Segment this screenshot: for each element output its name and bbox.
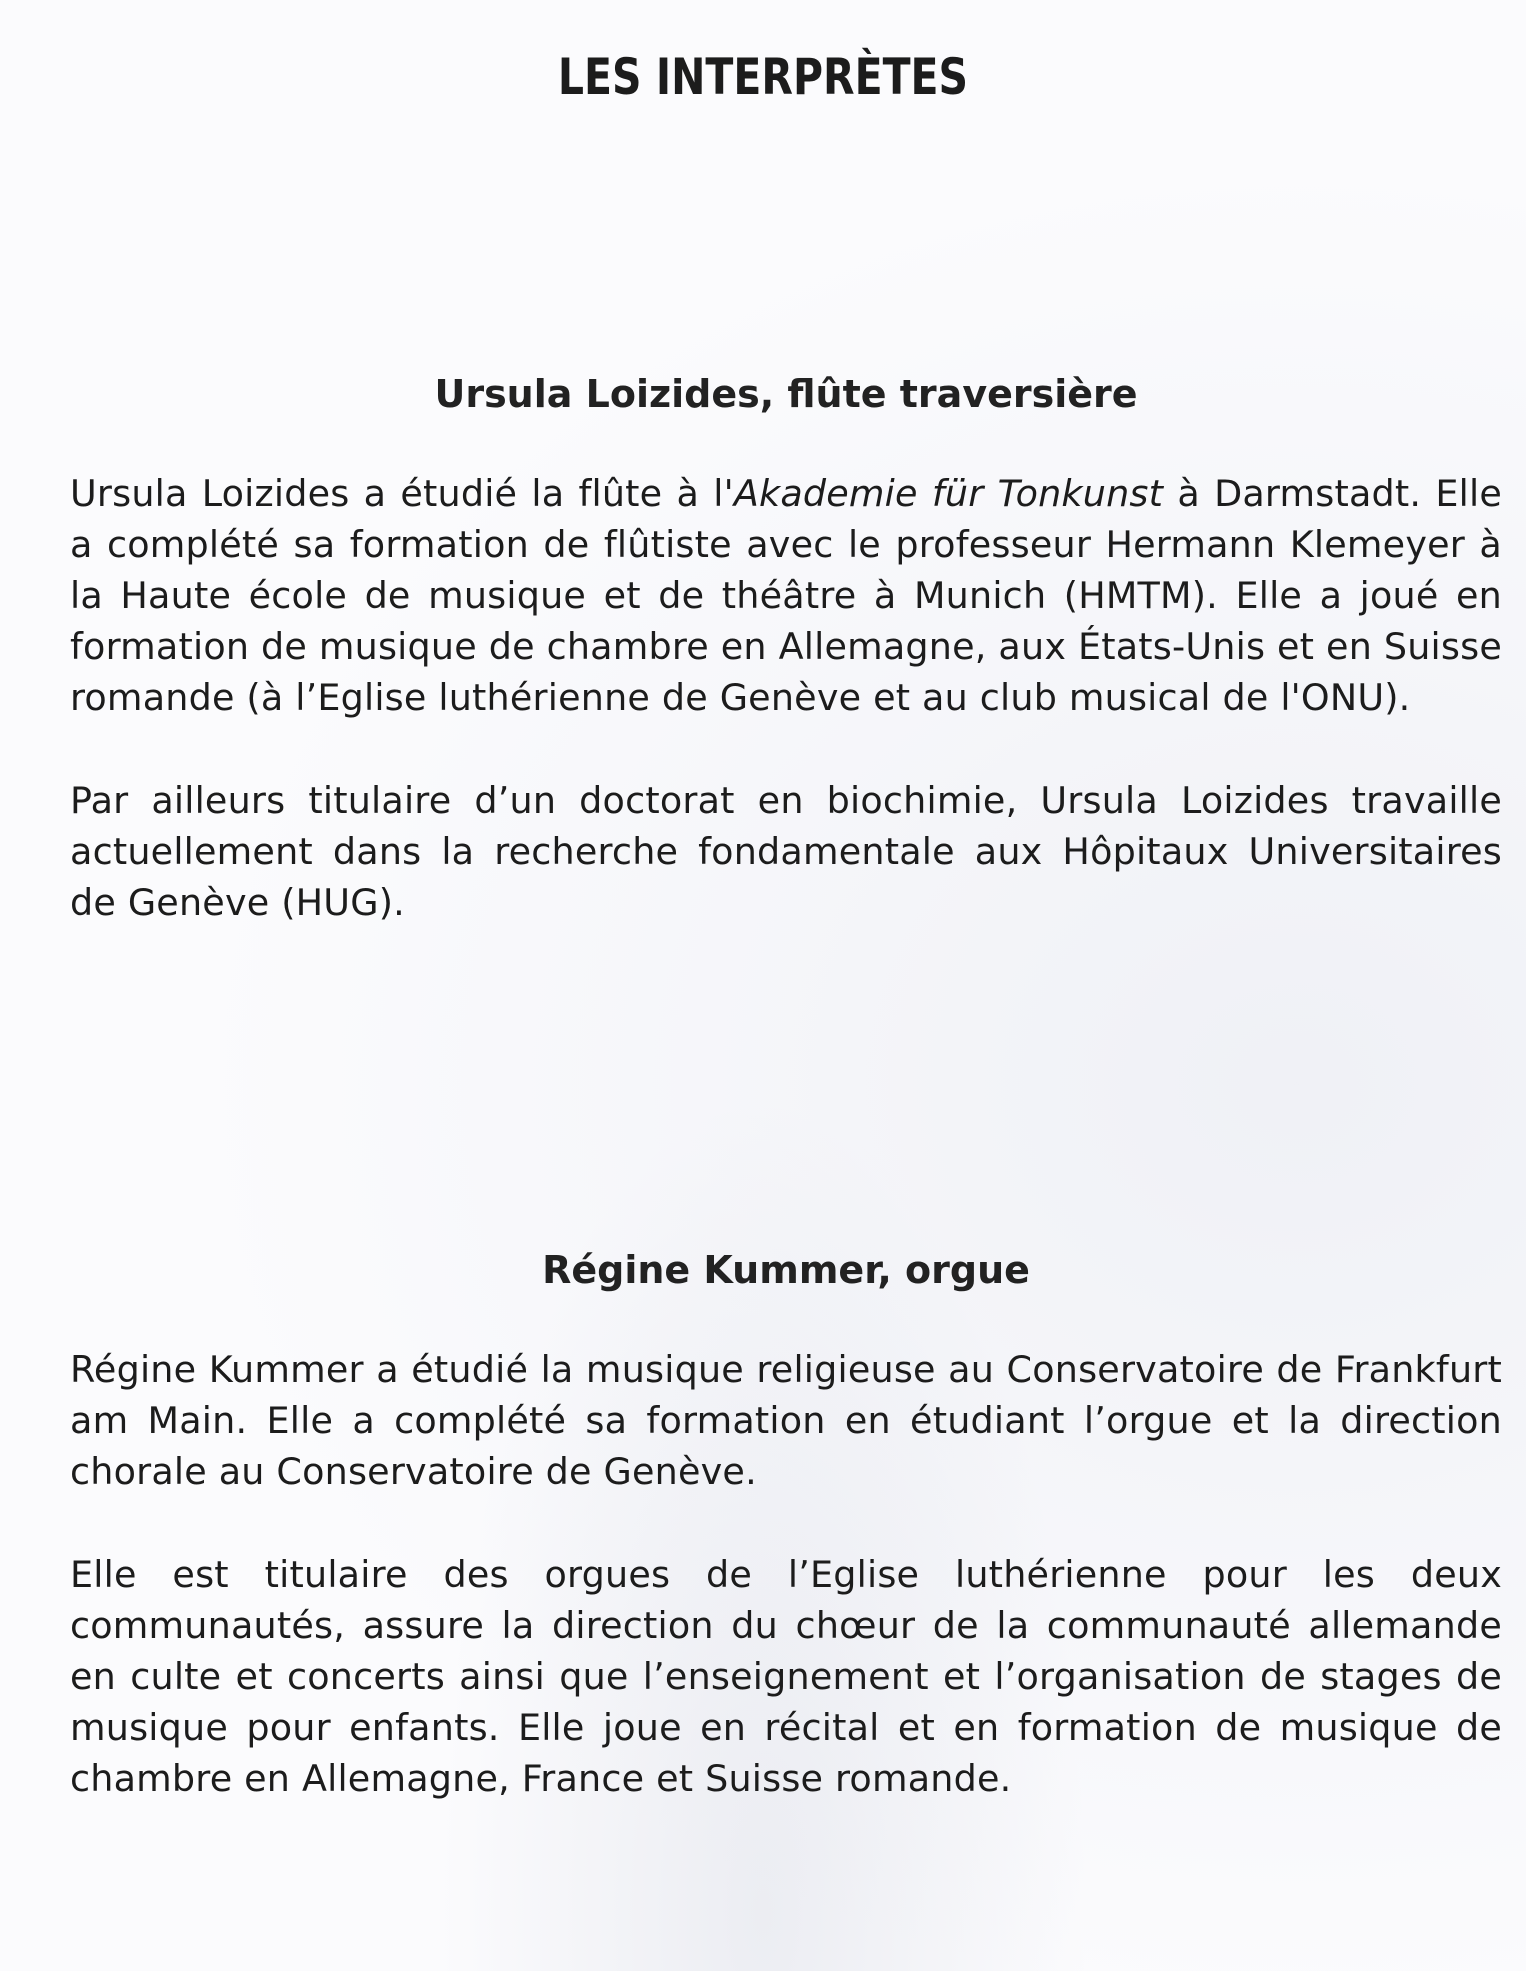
performer-heading: Ursula Loizides, flûte traversière <box>434 372 1138 416</box>
performer-section-kummer <box>70 1246 1502 1804</box>
performer-section-loizides <box>70 370 1502 928</box>
performer-bio-paragraph: Elle est titulaire des orgues de l’Eglise luthérienne pour les deux communautés, assure la direction du chœur de la communauté allemande en culte et concerts ainsi que l’enseignement et l’organisation de stages de musique pour enfants. Elle joue en récital et en formation de musique de chambre en Allemagne, France et Suisse romande. <box>70 1553 1502 1800</box>
performer-bio-paragraph: Par ailleurs titulaire d’un doctorat en biochimie, Ursula Loizides travaille actuellement dans la recherche fondamentale aux Hôpitaux Universitaires de Genève (HUG). <box>70 779 1502 924</box>
page-title: LES INTERPRÈTES <box>557 48 969 106</box>
performer-bio-paragraph: Régine Kummer a étudié la musique religieuse au Conservatoire de Frankfurt am Main. Elle a complété sa formation en étudiant l’orgue et la direction chorale au Conservatoire de Genève. <box>70 1348 1502 1493</box>
bio-text: Ursula Loizides a étudié la flûte à l' <box>70 472 734 515</box>
performer-bio-paragraph <box>70 468 1502 723</box>
bio-text: à Darmstadt. Elle a complété sa formation de flûtiste avec le professeur Hermann Klemeyer à la Haute école de musique et de théâtre à Munich (HMTM). Elle a joué en formation de musique de chambre en Allemagne, aux États-Unis et en Suisse romande (à l’Eglise luthérienne de Genève et au club musical de l'ONU). <box>70 472 1502 719</box>
bio-italic-institution: Akademie für Tonkunst <box>733 472 1164 515</box>
performer-heading: Régine Kummer, orgue <box>542 1248 1030 1292</box>
